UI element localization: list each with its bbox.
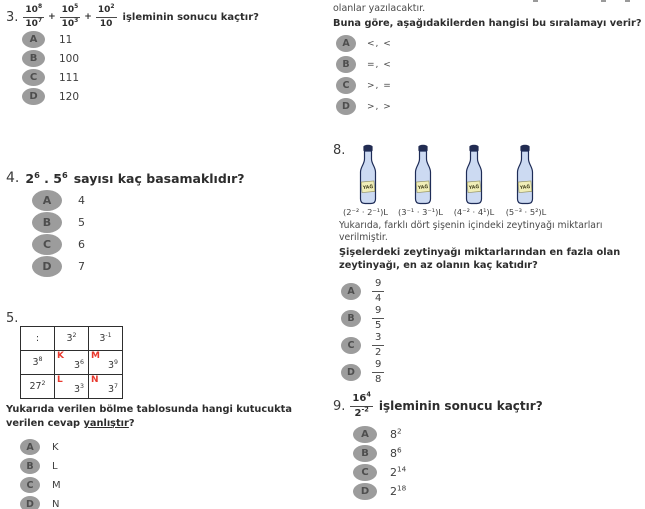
bottle-amount: (4⁻² · 4¹)L: [453, 207, 495, 217]
option-value: 120: [59, 90, 80, 103]
expression: $2^6$ . $5^6$: [25, 169, 68, 186]
option-circle[interactable]: A: [20, 439, 40, 455]
option-row[interactable]: [341, 360, 645, 384]
oil-bottle-icon: [510, 144, 540, 206]
question-text: Yukarıda verilen bölme tablosunda hangi kutucukta verilen cevap yanlıştır?: [6, 404, 292, 429]
option-row[interactable]: [353, 464, 645, 481]
numerator: $10^5$: [60, 5, 81, 17]
question-number: 9.: [333, 398, 346, 414]
cell-value: $3^6$: [73, 358, 84, 371]
option-value: 6: [78, 238, 85, 251]
option-circle[interactable]: D: [341, 364, 361, 381]
bottle-amount: (5⁻³ · 5²)L: [505, 207, 547, 217]
plus-sign: +: [48, 12, 56, 22]
fraction: [23, 5, 44, 29]
option-circle[interactable]: B: [341, 310, 361, 327]
option-value: N: [52, 498, 60, 509]
table-row: [21, 351, 123, 375]
table-cell: $3^8$: [21, 351, 55, 375]
option-value: $8^6$: [390, 445, 402, 460]
option-value: M: [52, 479, 61, 491]
option-row[interactable]: [353, 483, 645, 500]
option-row[interactable]: [20, 496, 328, 509]
question-top-partial: [333, 0, 645, 119]
option-circle[interactable]: C: [22, 69, 45, 86]
options: [6, 439, 328, 509]
question-8-figure: [333, 143, 645, 206]
option-circle[interactable]: B: [32, 212, 62, 233]
option-value: <, <: [367, 38, 392, 49]
bottle-label-text: YAĞ: [418, 185, 429, 191]
table-row: [21, 327, 123, 351]
denominator: $2^{-2}$: [354, 405, 369, 419]
option-row[interactable]: [32, 212, 328, 233]
option-row[interactable]: [22, 88, 328, 105]
table-row: [21, 375, 123, 399]
option-circle[interactable]: C: [336, 77, 356, 94]
oil-bottle-icon: [353, 144, 383, 206]
oil-bottle-icon: [408, 144, 438, 206]
options: [333, 279, 645, 384]
division-symbol-cell: :: [21, 327, 55, 351]
option-circle[interactable]: D: [353, 483, 377, 500]
question-4-stem: [6, 168, 328, 188]
question-number: 3.: [6, 9, 19, 25]
fraction: [350, 390, 373, 419]
options: [333, 426, 645, 500]
bottles-row: [353, 144, 540, 206]
option-row[interactable]: [341, 333, 645, 357]
option-row[interactable]: [353, 445, 645, 462]
table-cell-N: [89, 375, 123, 399]
cell-value: $3^9$: [107, 358, 118, 371]
option-row[interactable]: [22, 69, 328, 86]
option-row[interactable]: [336, 77, 645, 94]
option-value: 7: [78, 260, 85, 273]
option-circle[interactable]: A: [22, 31, 45, 48]
option-circle[interactable]: D: [22, 88, 45, 105]
cell-label: L: [57, 375, 63, 385]
question-3-stem: [6, 5, 328, 29]
question-4: [6, 168, 328, 278]
option-fraction: 9 5: [372, 305, 384, 330]
question-5: [6, 313, 328, 509]
bottle-label-text: YAĞ: [520, 185, 531, 191]
intro-text: olanlar yazılacaktır.: [333, 3, 426, 14]
table-cell: $27^2$: [21, 375, 55, 399]
option-value: 4: [78, 194, 85, 207]
numerator: $16^4$: [350, 393, 373, 407]
question-text: işleminin sonucu kaçtır?: [378, 399, 543, 413]
table-cell-K: [55, 351, 89, 375]
clipped-text-fragment: [601, 0, 606, 2]
question-3: [6, 5, 328, 107]
option-value: =, <: [367, 59, 392, 70]
option-value: $8^2$: [390, 426, 402, 441]
option-row[interactable]: [32, 256, 328, 277]
option-row[interactable]: [336, 35, 645, 52]
option-row[interactable]: [20, 458, 328, 474]
option-value: L: [52, 460, 58, 472]
division-table: [20, 326, 123, 399]
bottle-label-text: YAĞ: [363, 185, 374, 191]
options: [6, 190, 328, 277]
multiply-dot: .: [44, 170, 49, 186]
question-number: 5.: [6, 311, 19, 326]
option-circle[interactable]: A: [32, 190, 62, 211]
option-row[interactable]: [22, 50, 328, 67]
question-text: Şişelerdeki zeytinyağı miktarlarından en fazla olan zeytinyağı, en az olanın kaç katıdır?: [339, 247, 621, 271]
option-circle[interactable]: C: [32, 234, 62, 255]
numerator: $10^2$: [96, 5, 117, 17]
option-row[interactable]: [341, 279, 645, 303]
option-circle[interactable]: C: [353, 464, 377, 481]
option-circle[interactable]: B: [336, 56, 356, 73]
option-row[interactable]: [336, 98, 645, 115]
option-circle[interactable]: C: [20, 477, 40, 493]
table-cell-L: [55, 375, 89, 399]
option-row[interactable]: [22, 31, 328, 48]
question-number: 8.: [333, 143, 346, 158]
cell-value: $3^3$: [73, 382, 84, 395]
option-row[interactable]: [341, 306, 645, 330]
option-fraction: 9 4: [372, 278, 384, 303]
option-row[interactable]: [336, 56, 645, 73]
cell-value: $3^7$: [107, 382, 118, 395]
option-value: 100: [59, 52, 80, 65]
options: [6, 31, 328, 105]
option-fraction: 9 8: [372, 359, 384, 384]
question-text: Buna göre, aşağıdakilerden hangisi bu sıralamayı verir?: [333, 18, 642, 29]
question-text: sayısı kaç basamaklıdır?: [73, 170, 245, 186]
question-8: [333, 143, 645, 387]
denominator: $10^7$: [25, 16, 43, 29]
question-number: 4.: [6, 170, 20, 186]
numerator: $10^8$: [23, 5, 44, 17]
option-circle[interactable]: C: [341, 337, 361, 354]
option-value: 11: [59, 33, 73, 46]
clipped-text-fragment: [625, 0, 630, 2]
underlined-word: yanlıştır: [83, 417, 129, 429]
fraction: [60, 5, 81, 29]
question-9: [333, 392, 645, 502]
option-value: 111: [59, 71, 80, 84]
option-row[interactable]: [20, 439, 328, 455]
option-circle[interactable]: B: [22, 50, 45, 67]
bottle-amounts: [339, 207, 645, 217]
option-value: >, =: [367, 80, 392, 91]
clipped-text-fragment: [533, 0, 538, 2]
options: [333, 35, 645, 115]
cell-label: M: [91, 351, 100, 361]
option-circle[interactable]: A: [353, 426, 377, 443]
oil-bottle-icon: [459, 144, 489, 206]
option-value: $2^{18}$: [390, 483, 407, 498]
table-cell-M: [89, 351, 123, 375]
question-text: işleminin sonucu kaçtır?: [122, 11, 259, 23]
description-text: Yukarıda, farklı dört şişenin içindeki zeytinyağı miktarları verilmiştir.: [339, 220, 603, 243]
bottle-amount: (2⁻² · 2⁻¹)L: [343, 207, 388, 217]
option-circle[interactable]: A: [341, 283, 361, 300]
option-circle[interactable]: B: [20, 458, 40, 474]
option-circle[interactable]: A: [336, 35, 356, 52]
denominator: 10: [99, 18, 113, 29]
bottle-amount: (3⁻¹ · 3⁻¹)L: [398, 207, 443, 217]
cell-label: K: [57, 351, 64, 361]
option-value: K: [52, 441, 59, 453]
cell-label: N: [91, 375, 99, 385]
option-value: $2^{14}$: [390, 464, 407, 479]
denominator: $10^3$: [61, 16, 79, 29]
option-fraction: 3 2: [372, 332, 384, 357]
table-cell: $3^2$: [55, 327, 89, 351]
bottle-label-text: YAĞ: [469, 185, 480, 191]
table-cell: $3^{-1}$: [89, 327, 123, 351]
option-row[interactable]: [20, 477, 328, 493]
option-value: >, >: [367, 101, 392, 112]
option-circle[interactable]: B: [353, 445, 377, 462]
option-row[interactable]: [32, 190, 328, 211]
option-value: 5: [78, 216, 85, 229]
plus-sign: +: [84, 12, 92, 22]
option-row[interactable]: [353, 426, 645, 443]
fraction: [96, 5, 117, 29]
option-circle[interactable]: D: [336, 98, 356, 115]
option-circle[interactable]: D: [20, 496, 40, 509]
option-row[interactable]: [32, 234, 328, 255]
option-circle[interactable]: D: [32, 256, 62, 277]
question-9-stem: [333, 392, 645, 420]
